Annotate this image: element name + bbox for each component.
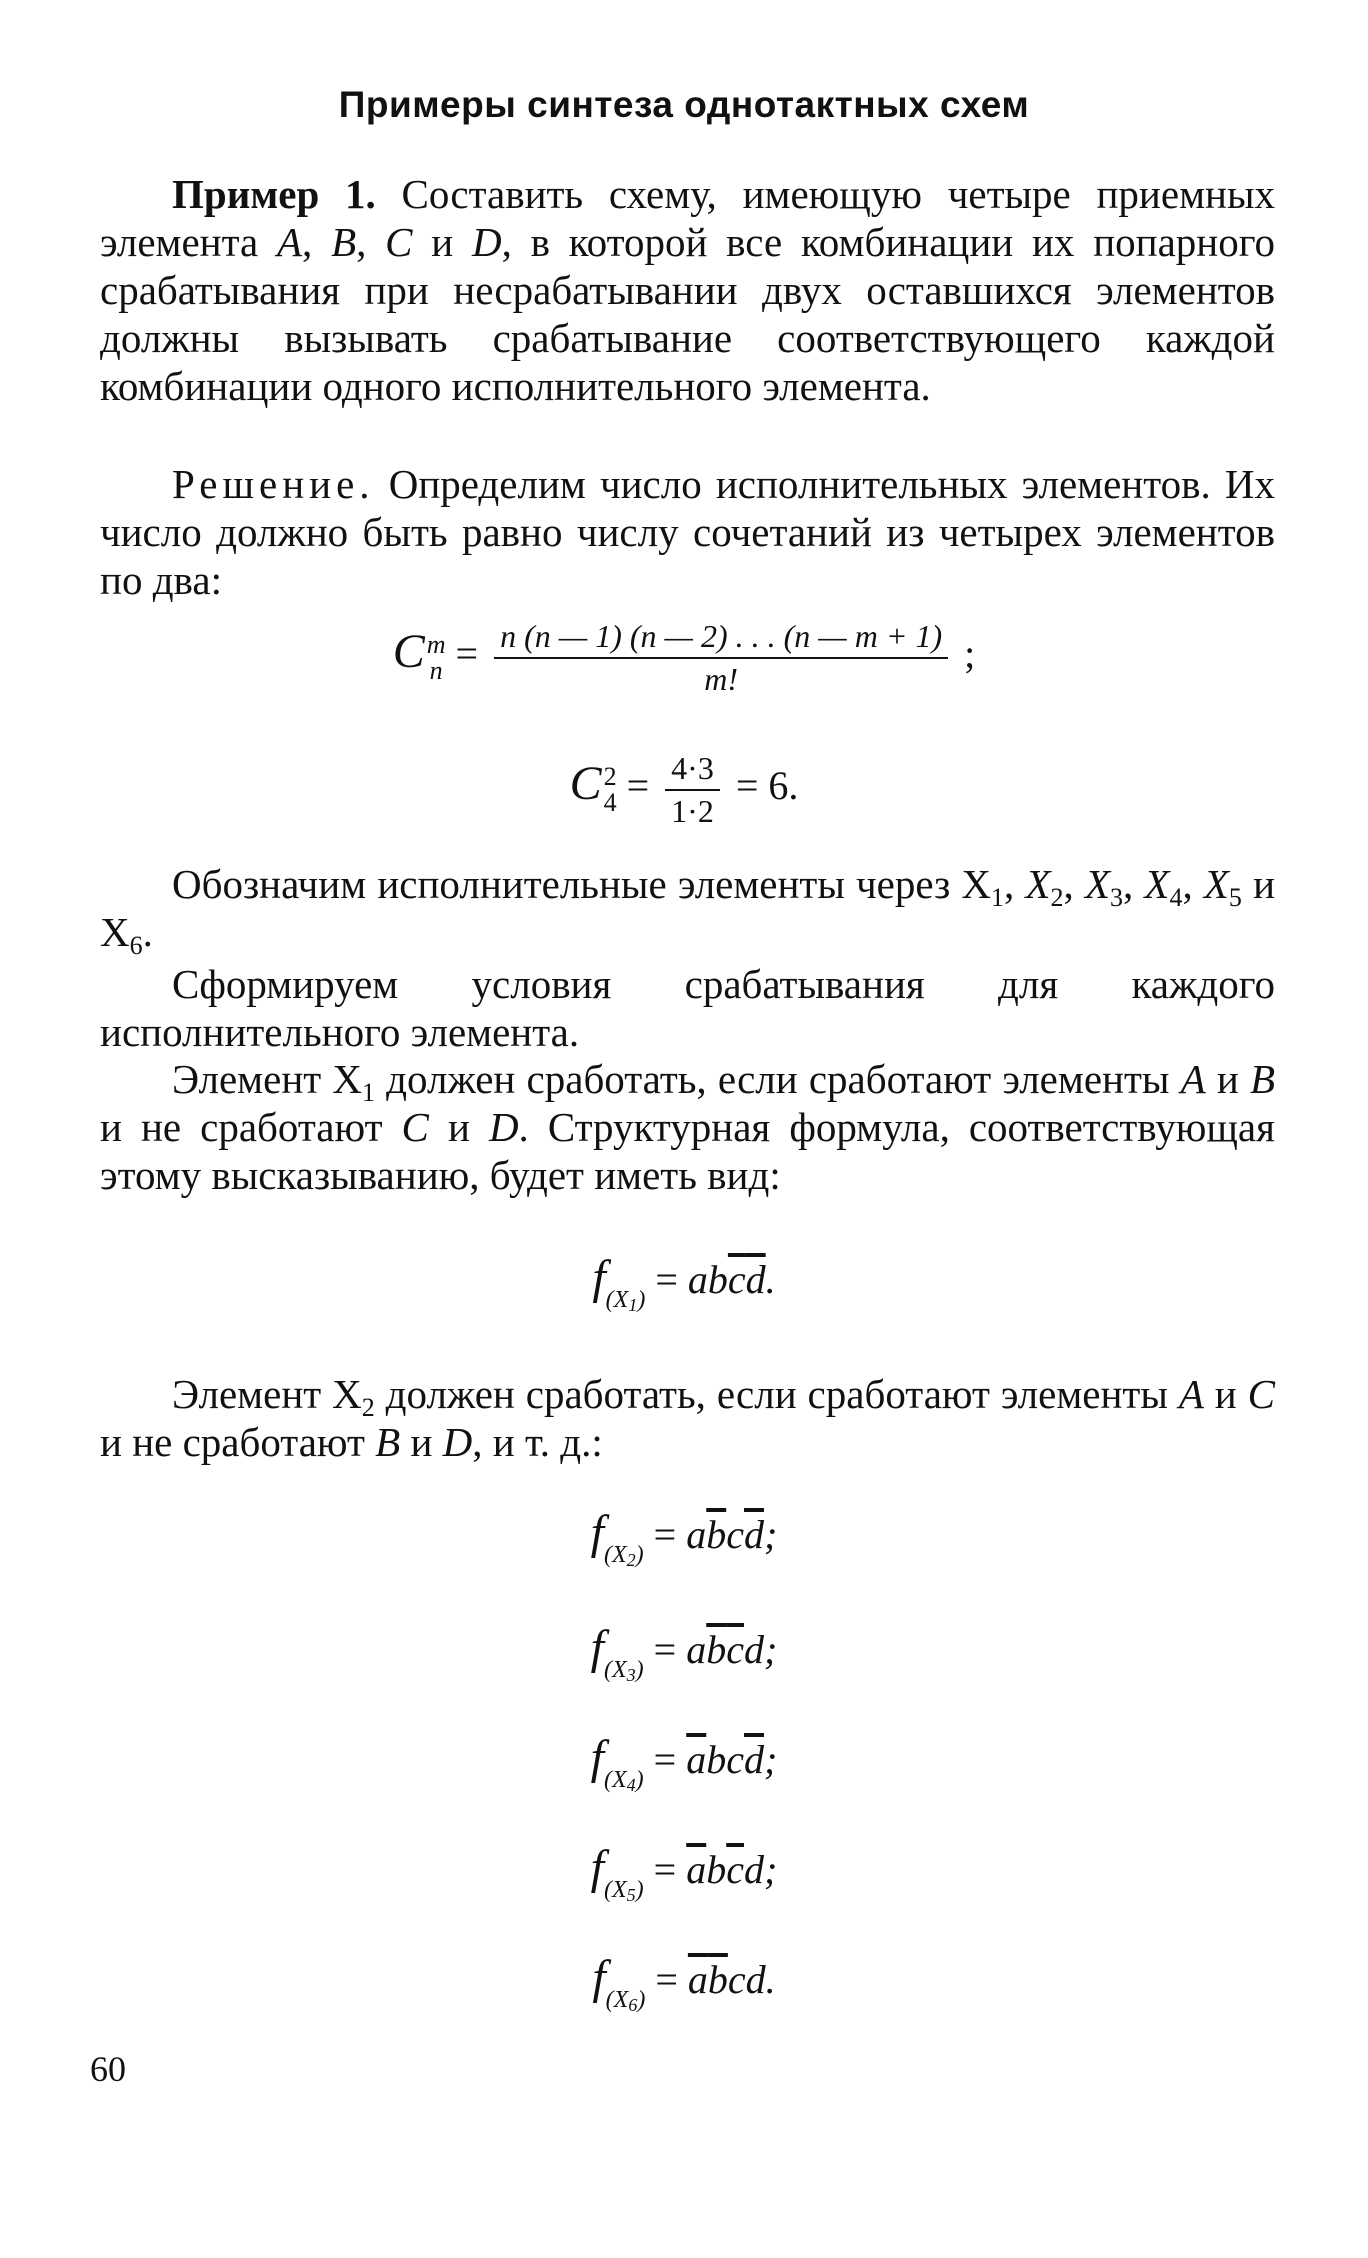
formula-x6: $f_{(X_6)} = \overline{a}\overline{b}cd$. <box>592 1951 776 2015</box>
combination-value: C 2 4 = $\frac{4\cdot 3}{1\cdot 2}$ = 6. <box>569 750 799 829</box>
example-paragraph: Пример 1. Составить схему, имеющую четыре приемных элемента A, B, C и D, в которой все комбинации их попарного срабатывания при несрабатывании двух оставшихся элементов должны вызывать срабатывание соответствующего каждой комбинации одного исполнительного элемента. <box>100 171 1276 409</box>
denote-paragraph: Обозначим исполнительные элементы через $X_1$, $X_2$, $X_3$, $X_4$, $X_5$ и $X_6$. <box>100 861 1276 960</box>
solution-paragraph: Решение. Определим число исполнительных элементов. Их число должно быть равно числу сочетаний из четырех элементов по два: <box>100 461 1275 603</box>
formula-x2: $f_{(X_2)} = a\overline{b}c\overline{d}$; <box>590 1506 778 1570</box>
formula-x3: $f_{(X_3)} = a\overline{b}\overline{c}d$; <box>590 1621 778 1685</box>
x1-paragraph: Элемент $X_1$ должен сработать, если сработают элементы A и B и не сработают C и D. Структурная формула, соответствующая этому высказыванию, будет иметь вид: <box>100 1056 1275 1198</box>
section-title: Примеры синтеза однотактных схем <box>338 84 1030 125</box>
formula-x5: $f_{(X_5)} = \overline{a}b\overline{c}d$; <box>590 1841 778 1905</box>
x2-paragraph: Элемент $X_2$ должен сработать, если сработают элементы A и C и не сработают B и D, и т. д.: <box>100 1371 1276 1465</box>
example-label: Пример 1. <box>172 171 376 217</box>
formula-x4: $f_{(X_4)} = \overline{a}bc\overline{d}$; <box>590 1731 778 1795</box>
solution-label: Решение. <box>172 461 375 507</box>
formula-x1: $f_{(X_1)} = ab\overline{c}\overline{d}$. <box>592 1251 776 1315</box>
combination-formula: C m n = $\frac{n (n — 1) (n — 2) . . . (n — m + 1)}{m!}$ ; <box>392 618 976 697</box>
form-paragraph: Сформируем условия срабатывания для каждого исполнительного элемента. <box>100 961 1275 1055</box>
page-number: 60 <box>90 2049 126 2089</box>
